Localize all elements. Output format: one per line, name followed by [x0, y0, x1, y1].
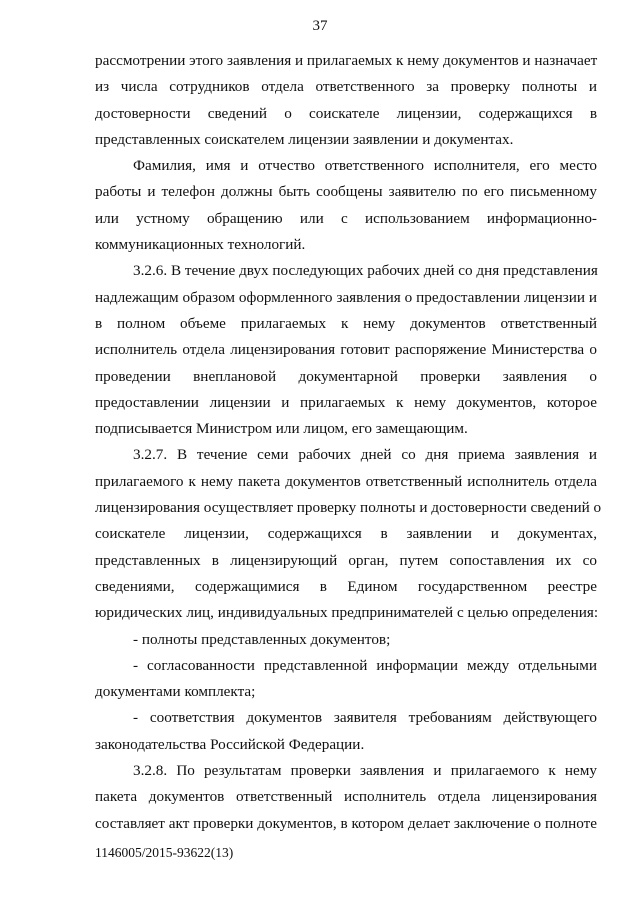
text-line: представленных соискателем лицензии заявлении и документах. [95, 130, 514, 148]
text-line: законодательства Российской Федерации. [95, 735, 365, 753]
paragraph [95, 705, 597, 758]
text-line: юридических лиц, индивидуальных предпринимателей с целью определения: [95, 604, 599, 622]
text-line: или устному обращению или с использованием информационно- [95, 209, 597, 227]
text-line: в полном объеме прилагаемых к нему документов ответственный [95, 314, 597, 332]
text-line: проведении внеплановой документарной проверки заявления о [95, 367, 597, 385]
text-line: предоставлении лицензии и прилагаемых к нему документов, которое [95, 393, 597, 411]
text-line: достоверности сведений о соискателе лицензии, содержащихся в [95, 104, 597, 122]
text-line: лицензирования осуществляет проверку полноты и достоверности сведений о [95, 499, 602, 517]
text-line: исполнитель отдела лицензирования готовит распоряжение Министерства о [95, 341, 597, 359]
text-line: 3.2.8. По результатам проверки заявления и прилагаемого к нему [133, 762, 597, 780]
text-line: надлежащим образом оформленного заявления о предоставлении лицензии и [95, 288, 597, 306]
text-line: 3.2.6. В течение двух последующих рабочих дней со дня представления [133, 262, 598, 280]
paragraph [95, 758, 597, 837]
text-line: - согласованности представленной информации между отдельными [133, 656, 597, 674]
text-line: сведениями, содержащимися в Едином государственном реестре [95, 577, 597, 595]
text-line: 3.2.7. В течение семи рабочих дней со дня приема заявления и [133, 446, 597, 464]
paragraph [95, 153, 597, 258]
text-line: соискателе лицензии, содержащихся в заявлении и документах, [95, 525, 597, 543]
text-line: рассмотрении этого заявления и прилагаемых к нему документов и назначает [95, 52, 598, 69]
document-body [95, 48, 602, 837]
paragraph [95, 258, 597, 442]
document-code: 1146005/2015-93622(13) [95, 845, 234, 860]
text-line: пакета документов ответственный исполнитель отдела лицензирования [95, 788, 597, 806]
text-line: прилагаемого к нему пакета документов ответственный исполнитель отдела [95, 472, 597, 490]
text-line: Фамилия, имя и отчество ответственного исполнителя, его место [133, 157, 597, 175]
text-line: - соответствия документов заявителя требованиям действующего [133, 709, 597, 727]
text-line: составляет акт проверки документов, в котором делает заключение о полноте [95, 814, 597, 832]
text-line: из числа сотрудников отдела ответственного за проверку полноты и [95, 78, 597, 96]
text-line: работы и телефон должны быть сообщены заявителю по его письменному [95, 183, 597, 201]
text-line: коммуникационных технологий. [95, 236, 306, 254]
paragraph [95, 48, 597, 153]
paragraph [95, 442, 602, 626]
text-line: документами комплекта; [95, 683, 256, 701]
paragraph [95, 627, 597, 653]
paragraph [95, 653, 597, 706]
text-line: подписывается Министром или лицом, его замещающим. [95, 420, 468, 438]
text-line: - полноты представленных документов; [133, 630, 391, 648]
page-number: 37 [312, 18, 328, 34]
text-line: представленных в лицензирующий орган, путем сопоставления их со [95, 551, 597, 569]
